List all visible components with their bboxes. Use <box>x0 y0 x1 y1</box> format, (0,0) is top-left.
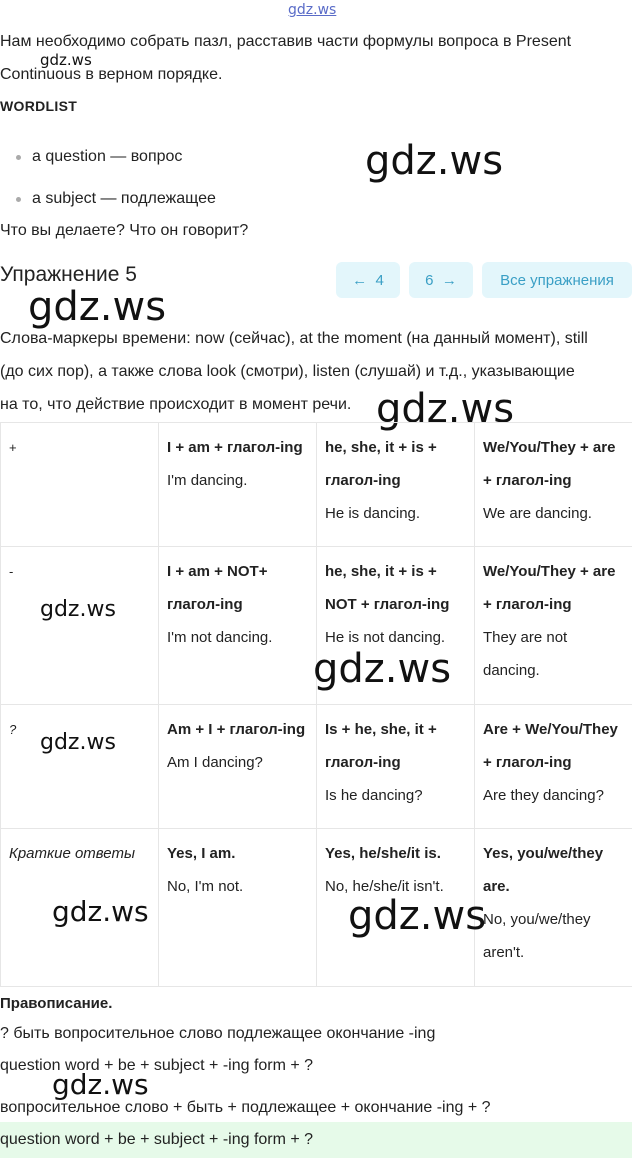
list-item: a question — вопрос <box>16 140 216 182</box>
all-exercises-button[interactable]: Все упражнения <box>482 262 632 298</box>
table-cell: Yes, I am. No, I'm not. <box>159 829 317 987</box>
list-item: a subject — подлежащее <box>16 182 216 224</box>
table-cell: We/You/They + are + глагол-ing They are not dancing. <box>475 547 632 705</box>
row-sign: + <box>1 423 159 547</box>
arrow-right-icon: → <box>441 271 457 289</box>
table-cell: he, she, it + is + NOT + глагол-ing He is not dancing. <box>317 547 475 705</box>
watermark: gdz.ws <box>52 1068 149 1101</box>
markers-line-3: на то, что действие происходит в момент речи. <box>0 396 352 413</box>
table-cell: Is + he, she, it + глагол-ing Is he dancing? <box>317 705 475 829</box>
watermark: gdz.ws <box>52 895 149 928</box>
wordlist-title: WORDLIST <box>0 98 78 114</box>
table-cell: I + am + глагол-ing I'm dancing. <box>159 423 317 547</box>
watermark: gdz.ws <box>40 730 116 755</box>
row-sign: ? <box>1 705 159 829</box>
watermark: gdz.ws <box>365 138 504 184</box>
watermark: gdz.ws <box>40 51 92 69</box>
markers-line-2: (до сих пор), а также слова look (смотри), listen (слушай) и т.д., указывающие <box>0 363 575 380</box>
row-sign: - <box>1 547 159 705</box>
table-row <box>1 423 632 547</box>
formula-en-1: question word + be + subject + -ing form + ? <box>0 1057 314 1074</box>
wordlist <box>16 140 216 224</box>
table-cell: Are + We/You/They + глагол-ing Are they dancing? <box>475 705 632 829</box>
prev-exercise-button[interactable]: ← 4 <box>336 262 400 298</box>
table-cell: I + am + NOT+ глагол-ing I'm not dancing. <box>159 547 317 705</box>
exercise-title: Упражнение 5 <box>0 263 137 286</box>
formula-ru-1: ? быть вопросительное слово подлежащее окончание -ing <box>0 1025 436 1042</box>
table-row <box>1 705 632 829</box>
markers-line-1: Слова-маркеры времени: now (сейчас), at the moment (на данный момент), still <box>0 330 588 347</box>
formula-ru-2: вопросительное слово + быть + подлежащее + окончание -ing + ? <box>0 1099 491 1116</box>
table-cell: Am + I + глагол-ing Am I dancing? <box>159 705 317 829</box>
table-cell: he, she, it + is + глагол-ing He is dancing. <box>317 423 475 547</box>
next-exercise-button[interactable]: 6 → <box>409 262 473 298</box>
intro-line-2: Continuous в верном порядке. <box>0 66 223 83</box>
watermark: gdz.ws <box>40 597 116 622</box>
table-cell: Yes, you/we/they are. No, you/we/they aren't. <box>475 829 632 987</box>
highlighted-answer: question word + be + subject + -ing form + ? <box>0 1122 632 1158</box>
watermark: gdz.ws <box>376 386 515 432</box>
watermark: gdz.ws <box>313 646 452 692</box>
watermark: gdz.ws <box>28 284 167 330</box>
intro-line-1: Нам необходимо собрать пазл, расставив части формулы вопроса в Present <box>0 33 572 50</box>
arrow-left-icon: ← <box>352 271 368 289</box>
watermark-top-link[interactable]: gdz.ws <box>288 2 337 18</box>
table-cell: Yes, he/she/it is. No, he/she/it isn't. <box>317 829 475 987</box>
question-line: Что вы делаете? Что он говорит? <box>0 222 249 239</box>
row-sign: Краткие ответы <box>1 829 159 987</box>
table-cell: We/You/They + are + глагол-ing We are dancing. <box>475 423 632 547</box>
watermark: gdz.ws <box>348 893 487 939</box>
spelling-title: Правописание. <box>0 995 113 1012</box>
